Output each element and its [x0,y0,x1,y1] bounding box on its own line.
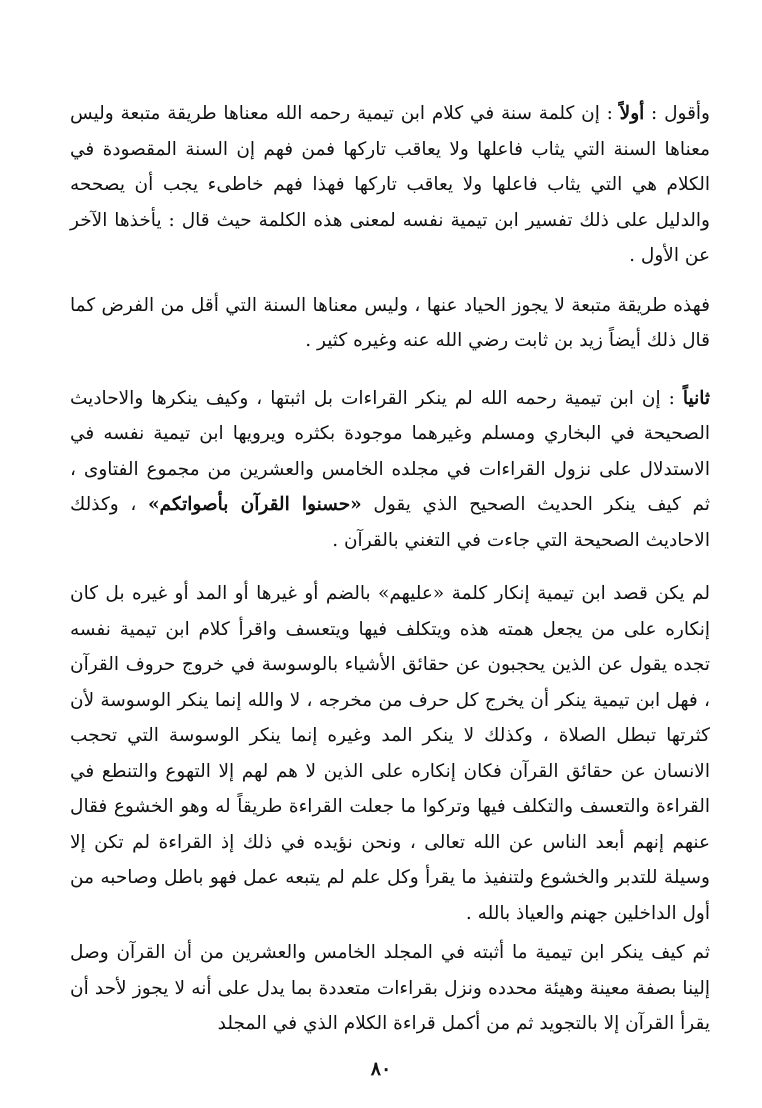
emphasis-first: أولاً [619,103,645,124]
paragraph-third [70,381,710,559]
paragraph-first [70,96,710,274]
paragraph-tail: ، وكذلك الاحاديث الصحيحة التي جاءت في التغني بالقرآن . [70,494,710,551]
paragraph-fifth [70,935,710,1042]
page-number: ٨٠ [370,1058,392,1080]
paragraph-text: : إن ابن تيمية رحمه الله لم ينكر القراءات بل اثبتها ، وكيف ينكرها والاحاديث الصحيحة في البخاري ومسلم وغيرهما موجودة بكثره ويرويها ابن تيمية نفسه في الاستدلال على نزول القراءات في مجلده الخامس والعشرين من مجموع الفتاوى ، ثم كيف ينكر الحديث الصحيح الذي يقول [70,387,711,515]
paragraph-text: فهذه طريقة متبعة لا يجوز الحياد عنها ، وليس معناها السنة التي أقل من الفرض كما قال ذلك أيضاً زيد بن ثابت رضي الله عنه وغيره كثير . [70,294,710,351]
paragraph-text: ثم كيف ينكر ابن تيمية ما أثبته في المجلد الخامس والعشرين من أن القرآن وصل إلينا بصفة معينة وهيئة محدده ونزل بقراءات متعددة بما يدل على أنه لا يجوز لأحد أن يقرأ القرآن إلا بالتجويد ثم من أكمل قراءة الكلام الذي في المجلد [70,942,710,1034]
paragraph-lead: وأقول : [644,103,710,124]
paragraph-text: لم يكن قصد ابن تيمية إنكار كلمة «عليهم» بالضم أو غيرها أو المد أو غيره بل كان إنكاره على من يجعل همته هذه ويتكلف فيها ويتعسف واقرأ كلام ابن تيمية نفسه تجده يقول عن الذين يحجبون عن حقائق الأشياء بالوسوسة في خروج حروف القرآن ، فهل ابن تيمية ينكر أن يخرج كل حرف من مخرجه ، لا والله إنما ينكر الوسوسة لأن كثرتها تبطل الصلاة ، وكذلك لا ينكر المد وغيره إنما ينكر الوسوسة التي تحجب الانسان عن حقائق القرآن فكان إنكاره على الذين لا هم لهم إلا التهوع والتنطع في القراءة والتعسف والتكلف فيها وتركوا ما جعلت القراءة طريقاً له وهو الخشوع فقال عنهم إنهم أبعد الناس عن الله تعالى ، ونحن نؤيده في ذلك إذ القراءة لم تكن إلا وسيلة للتدبر والخشوع ولتنفيذ ما يقرأ وكل علم لم يتبعه عمل فهو باطل وصاحبه من أول الداخلين جهنم والعياذ بالله . [70,583,710,924]
paragraph-second [70,288,710,359]
hadith-quote: «حسنوا القرآن بأصواتكم» [147,494,362,515]
page-body [70,96,710,1042]
emphasis-second: ثانياً [682,387,710,409]
paragraph-text: : إن كلمة سنة في كلام ابن تيمية رحمه الله معناها طريقة متبعة وليس معناها السنة التي يثاب فاعلها ولا يعاقب تاركها فمن فهم إن السنة المقصودة في الكلام هي التي يثاب فاعلها ولا يعاقب تاركها فهذا فهم خاطىء يجب أن يصححه والدليل على ذلك تفسير ابن تيمية نفسه لمعنى هذه الكلمة حيث قال : يأخذها الآخر عن الأول . [70,103,710,266]
paragraph-fourth [70,576,710,931]
